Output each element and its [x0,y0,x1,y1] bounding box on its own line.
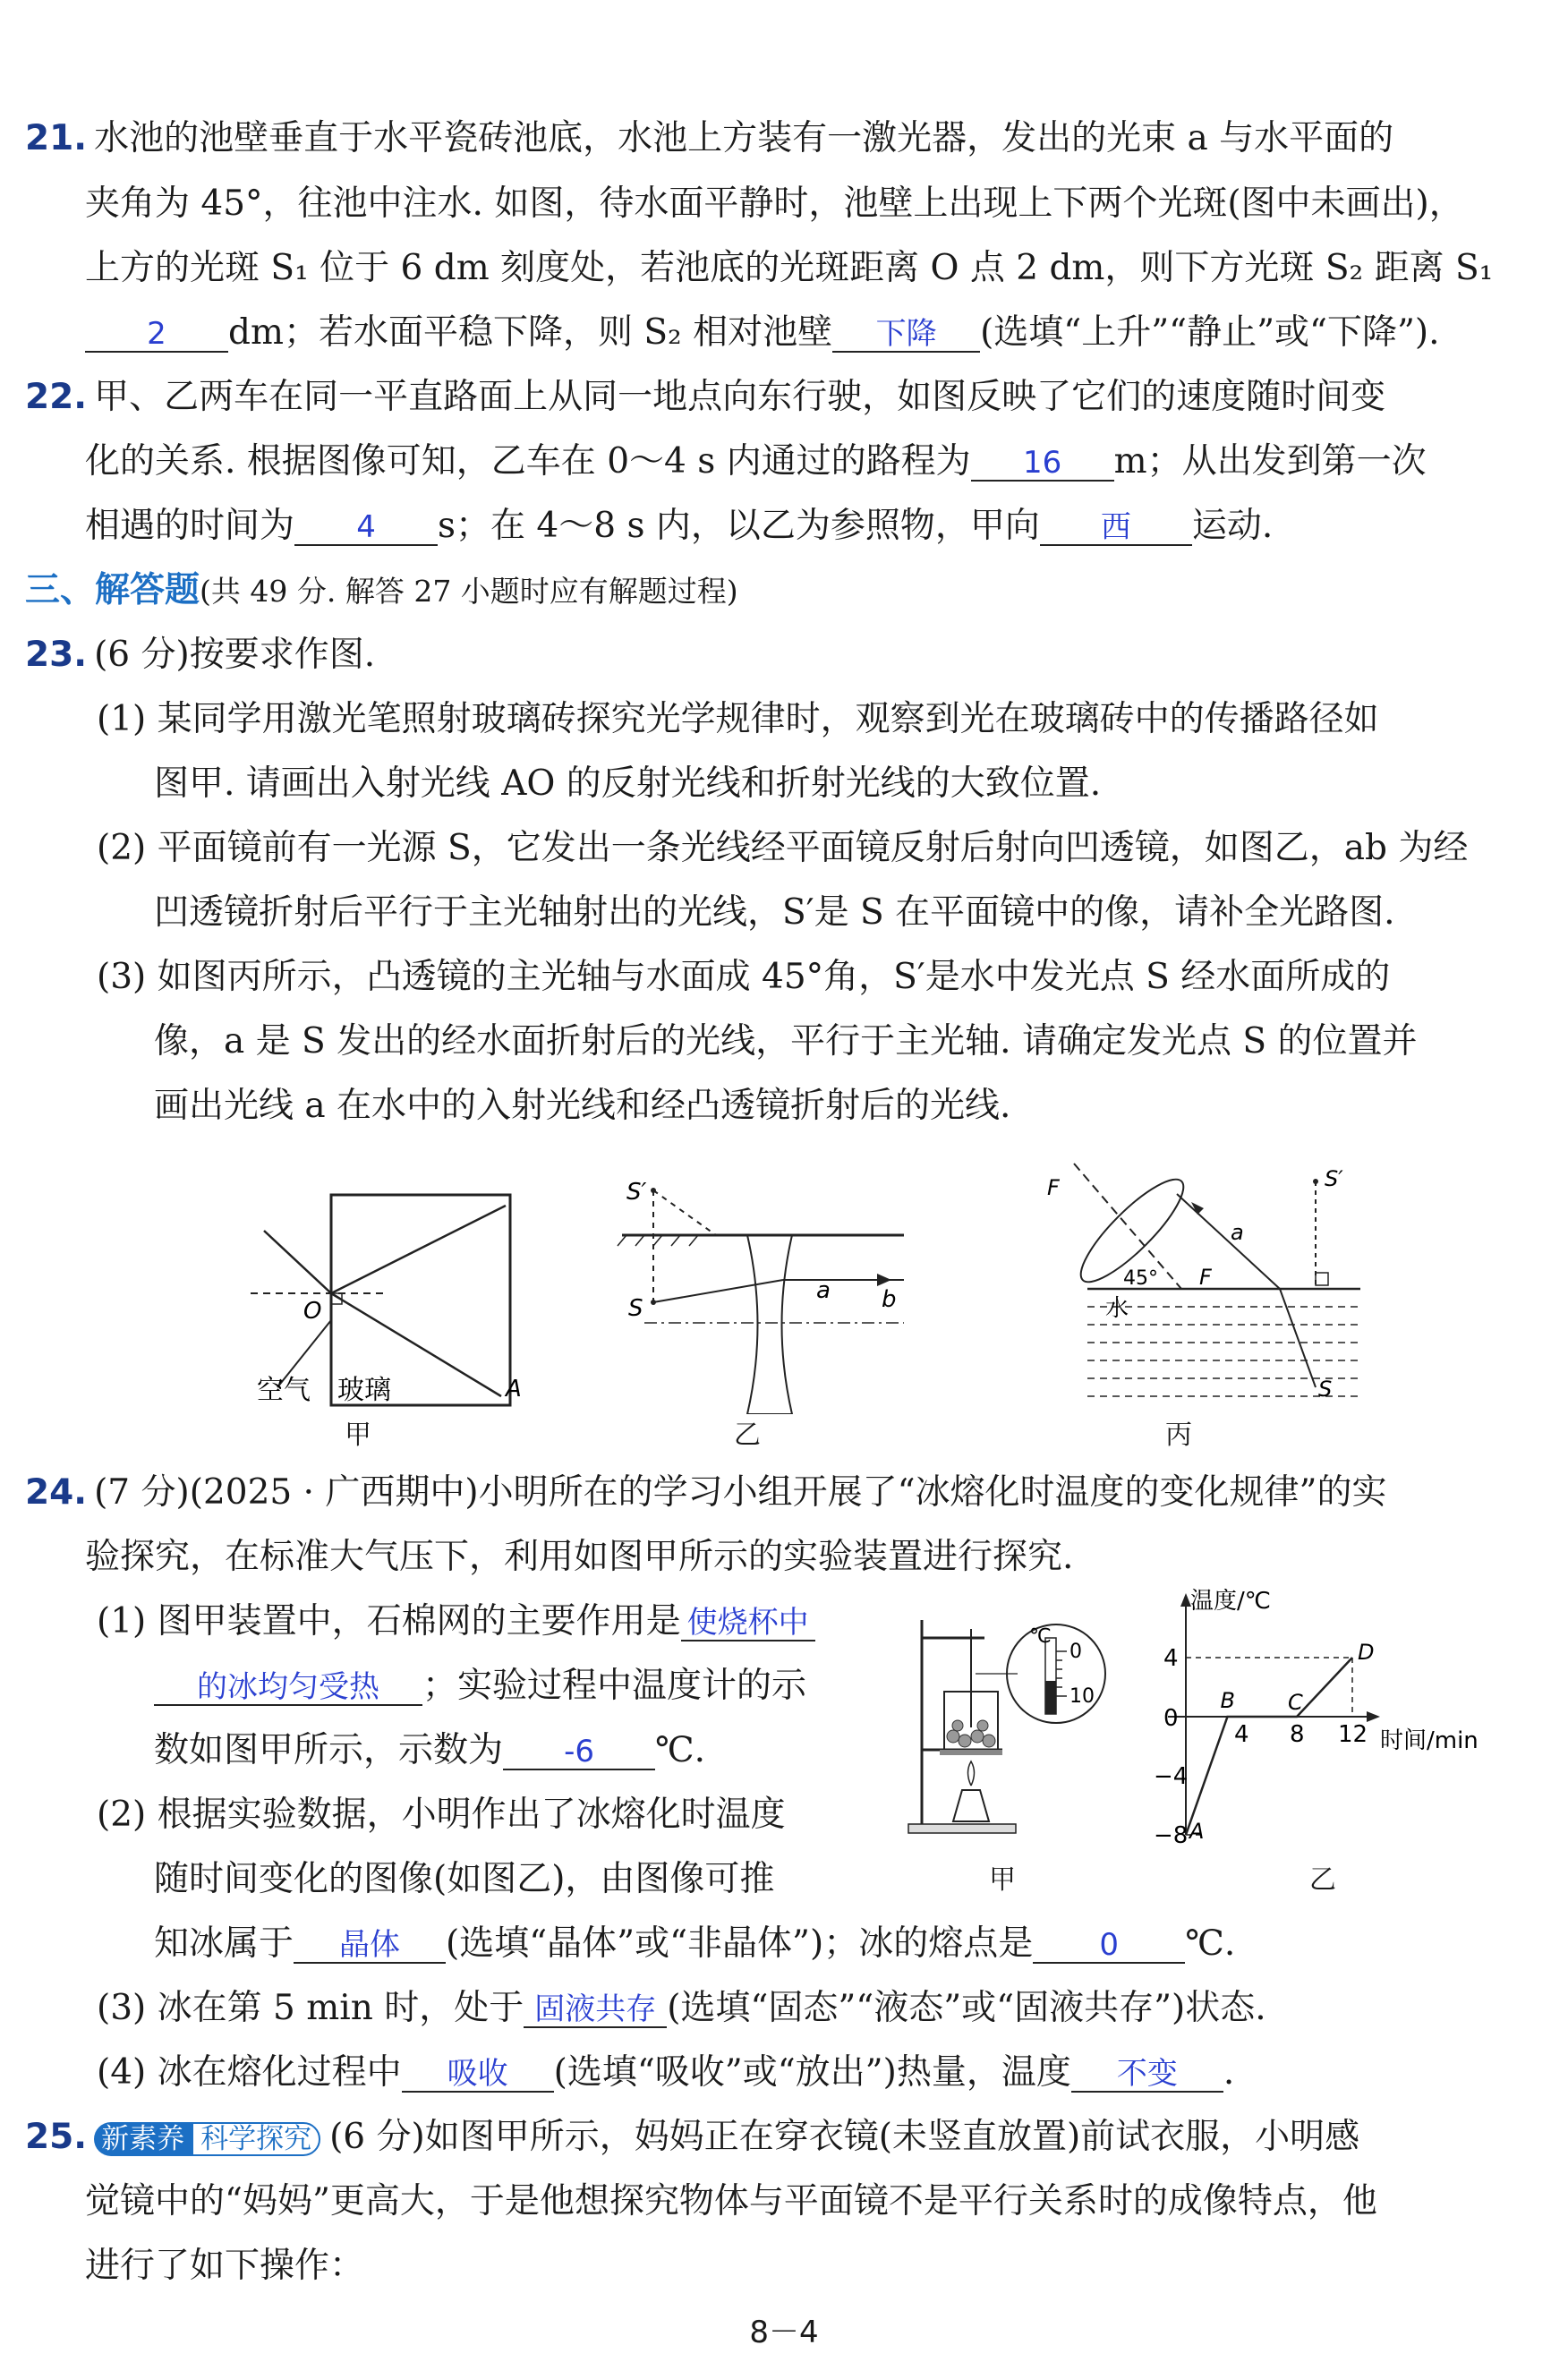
q24-p1d: ℃. [655,1730,706,1770]
section3-title: 三、解答题 [25,570,200,610]
q22-answer3[interactable]: 西 [1040,510,1192,546]
concave-lens [747,1235,792,1414]
tag-science-inquiry: 科学探究 [192,2122,320,2156]
q22-answer2[interactable]: 4 [294,510,438,546]
label-S: S [1318,1377,1333,1402]
q25-number: 25. [25,2117,88,2157]
point-S [651,1300,656,1305]
q24-p2-line1: (2) 根据实验数据，小明作出了冰熔化时温度 [97,1795,786,1835]
q24-answer6[interactable]: 吸收 [402,2057,554,2093]
arrow-ab [877,1274,891,1286]
section3-heading [25,570,738,610]
q23-p3a: (3) 如图丙所示，凸透镜的主光轴与水面成 45°角，S′是水中发光点 S 经水面所成的 [97,957,1391,997]
q24-text1: (7 分)(2025 · 广西期中)小明所在的学习小组开展了“冰熔化时温度的变化规律”的实 [94,1472,1387,1513]
q24-p1-line1 [97,1601,815,1641]
q24-p3a: (3) 冰在第 5 min 时，处于 [97,1988,524,2028]
q22-text2b: m；从出发到第一次 [1113,441,1427,482]
q24-p2e: ℃. [1185,1923,1236,1964]
label-45: 45° [1123,1267,1158,1290]
q22-text3a: 相遇的时间为 [85,506,295,546]
q23-figure-yi [609,1164,922,1414]
q24-p3b: (选填“固态”“液态”或“固液共存”)状态. [667,1988,1266,2028]
q24-p2c: 知冰属于 [154,1923,294,1964]
y-axis-label: 温度/℃ [1190,1589,1271,1615]
q25-line2: 觉镜中的“妈妈”更高大，于是他想探究物体与平面镜不是平行关系时的成像特点，他 [85,2181,1377,2221]
q22-text3c: 运动. [1191,506,1274,546]
q24-answer7[interactable]: 不变 [1071,2057,1223,2093]
point-label-A: A [1189,1819,1205,1844]
xtick-4: 4 [1234,1721,1249,1748]
x-axis-arrow [1367,1711,1380,1722]
ray-to-lens [653,1280,783,1302]
q23-head: (6 分)按要求作图. [94,635,376,675]
ray-a [1177,1194,1280,1289]
q22-number: 22. [25,377,88,417]
q24-p3 [97,1988,1266,2028]
label-a: a [1231,1220,1244,1245]
xtick-12: 12 [1338,1721,1368,1748]
q21-line3: 上方的光斑 S₁ 位于 6 dm 刻度处，若池底的光斑距离 O 点 2 dm，则下方光斑 S₂ 距离 S₁ [85,248,1494,288]
q23-number: 23. [25,635,88,675]
q24-p2-line3 [154,1923,1236,1964]
q24-p4b: (选填“吸收”或“放出”)热量，温度 [553,2052,1071,2093]
label-F1: F [1047,1175,1060,1200]
q24-line2: 验探究，在标准大气压下，利用如图甲所示的实验装置进行探究. [85,1537,1074,1577]
flame [968,1761,975,1786]
q22-line1 [25,379,1385,415]
label-F2: F [1199,1265,1212,1290]
tag-new-literacy: 新素养 [94,2122,192,2156]
point-Sprime [1313,1179,1318,1184]
incident-ray [264,1231,331,1293]
section3-note: (共 49 分. 解答 27 小题时应有解题过程) [200,574,738,609]
q23-caption-yi: 乙 [734,1420,761,1451]
q24-p4c: . [1223,2052,1235,2093]
q22-text2a: 化的关系. 根据图像可知，乙车在 0～4 s 内通过的路程为 [85,441,971,482]
zoom-10: 10 [1069,1685,1095,1708]
q24-answer3[interactable]: 晶体 [294,1928,446,1964]
q23-caption-jia: 甲 [345,1420,371,1451]
label-a: a [816,1277,831,1304]
q23-figure-bing [1025,1155,1365,1410]
q21-line1 [25,118,1394,158]
q23-p2b: 凹透镜折射后平行于主光轴射出的光线，S′是 S 在平面镜中的像，请补全光路图. [154,892,1395,933]
q23-line1 [25,637,375,673]
zoom-0: 0 [1069,1641,1082,1663]
page-number: 8－4 [749,2315,819,2350]
ray-in-water [1280,1289,1316,1387]
label-O: O [303,1298,322,1325]
origin-label: 0 [1163,1705,1179,1732]
q21-text4a: dm；若水面平稳下降，则 S₂ 相对池壁 [228,312,833,353]
label-S: S [628,1295,643,1322]
q24-answer5[interactable]: 固液共存 [524,1992,667,2028]
q22-line2 [85,441,1427,482]
q23-p1b: 图甲. 请画出入射光线 AO 的反射光线和折射光线的大致位置. [154,763,1102,804]
point-label-C: C [1288,1690,1303,1715]
q24-answer1b[interactable]: 的冰均匀受热 [154,1670,422,1706]
glass-block [331,1195,510,1405]
stand-base [908,1824,1016,1833]
label-Sprime: S′ [1325,1166,1343,1191]
q21-text4b: (选填“上升”“静止”或“下降”). [980,312,1440,353]
q24-p4a: (4) 冰在熔化过程中 [97,2052,402,2093]
q21-line4 [85,312,1440,353]
ytick-minus4: −4 [1154,1763,1189,1790]
ytick-4: 4 [1163,1645,1179,1672]
q24-p1c: 数如图甲所示，示数为 [154,1730,504,1770]
q24-p1b: ；实验过程中温度计的示 [422,1666,807,1706]
q24-figure-apparatus [904,1602,1119,1844]
q22-answer1[interactable]: 16 [971,446,1114,482]
q23-p3b: 像，a 是 S 发出的经水面折射后的光线，平行于主光轴. 请确定发光点 S 的位置并 [154,1021,1418,1062]
inner-ray-up [331,1206,506,1293]
q22-line3 [85,508,1273,546]
q21-answer1[interactable]: 2 [85,317,228,353]
q24-caption-yi: 乙 [1309,1864,1336,1896]
alcohol-lamp [953,1790,989,1821]
virtual-ray [653,1190,716,1235]
q24-melt-chart [1132,1589,1508,1853]
label-water: 水 [1105,1295,1129,1322]
q24-p2-line2: 随时间变化的图像(如图乙)，由图像可推 [154,1859,775,1899]
q22-text3b: s；在 4～8 s 内，以乙为参照物，甲向 [438,506,1040,546]
x-axis-label: 时间/min [1380,1727,1479,1754]
right-angle-mark [1316,1273,1328,1285]
q24-p1-line2 [154,1668,806,1706]
q24-p2d: (选填“晶体”或“非晶体”)；冰的熔点是 [446,1923,1034,1964]
mirror-hatching [618,1235,698,1246]
q23-caption-bing: 丙 [1165,1420,1192,1451]
q22-text1: 甲、乙两车在同一平直路面上从同一地点向东行驶，如图反映了它们的速度随时间变 [94,377,1386,417]
label-A: A [506,1376,522,1403]
xtick-8: 8 [1290,1721,1305,1748]
q21-line2: 夹角为 45°，往池中注水. 如图，待水面平静时，池壁上出现上下两个光斑(图中未画出)， [85,183,1464,224]
q25-text1: (6 分)如图甲所示，妈妈正在穿衣镜(未竖直放置)前试衣服，小明感 [329,2117,1360,2157]
q21-number: 21. [25,118,88,158]
q24-p1a: (1) 图甲装置中，石棉网的主要作用是 [97,1601,681,1641]
label-air: 空气 [257,1375,311,1406]
q24-p4 [97,2052,1235,2093]
asbestos-gauze [940,1750,1002,1755]
label-Sprime: S′ [626,1179,647,1206]
q23-p3c: 画出光线 a 在水中的入射光线和经凸透镜折射后的光线. [154,1086,1011,1126]
q24-answer4[interactable]: 0 [1033,1928,1185,1964]
q25-line1 [25,2119,1359,2156]
q24-line1 [25,1472,1387,1513]
point-Sprime [651,1188,656,1193]
label-b: b [882,1286,897,1313]
zoom-unit: ℃ [1029,1625,1052,1648]
q21-answer2[interactable]: 下降 [832,317,980,353]
point-label-B: B [1220,1688,1235,1713]
q24-answer2[interactable]: -6 [503,1735,655,1770]
q25-line3: 进行了如下操作： [85,2246,365,2286]
q24-caption-jia: 甲 [989,1864,1016,1896]
label-glass: 玻璃 [337,1375,391,1406]
q24-answer1a[interactable]: 使烧杯中 [681,1606,815,1641]
point-label-D: D [1358,1640,1375,1665]
q21-text1: 水池的池壁垂直于水平瓷砖池底，水池上方装有一激光器，发出的光束 a 与水平面的 [94,118,1394,158]
q23-p2a: (2) 平面镜前有一光源 S，它发出一条光线经平面镜反射后射向凹透镜，如图乙，ab 为经 [97,828,1469,868]
ytick-minus8: −8 [1154,1822,1189,1849]
zoom-liquid [1045,1681,1056,1714]
q24-number: 24. [25,1472,88,1513]
q24-p1-line3 [154,1730,706,1770]
q23-p1a: (1) 某同学用激光笔照射玻璃砖探究光学规律时，观察到光在玻璃砖中的传播路径如 [97,699,1379,739]
melt-curve [1186,1658,1352,1835]
q23-figure-jia [246,1186,533,1419]
